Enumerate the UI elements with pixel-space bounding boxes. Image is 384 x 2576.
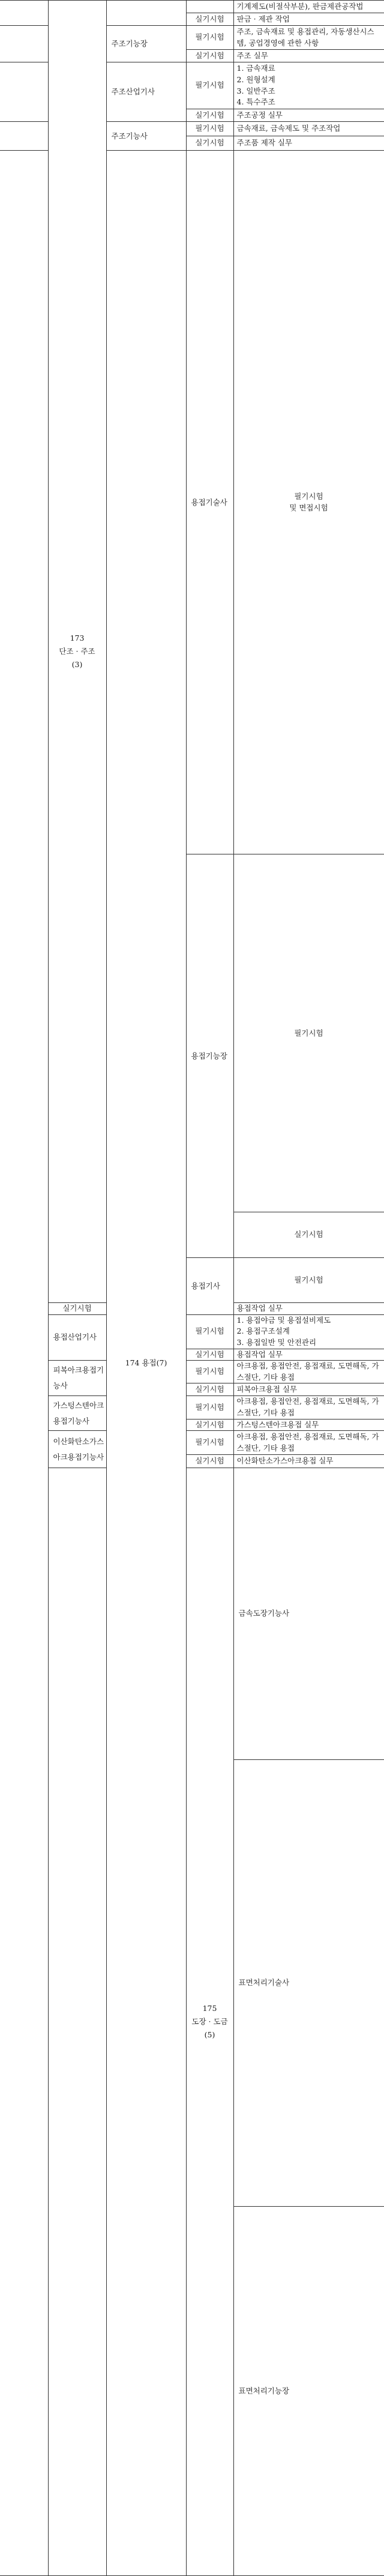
- prev-group-cell: [0, 1, 48, 26]
- spacer-cell: [0, 62, 48, 122]
- co2-practical-label: 실기시험: [186, 1455, 233, 1468]
- welding-industrial-written-label: 필기시험: [186, 1314, 233, 1349]
- item-casting-tech: 주조기능사: [106, 122, 186, 151]
- smaw-written-label: 필기시험: [186, 1361, 233, 1383]
- prev-written-content: 기계제도(비절삭부분), 판금제관공작법: [233, 1, 384, 13]
- casting-tech-practical-label: 실기시험: [186, 136, 233, 151]
- casting-industrial-written-label: 필기시험: [186, 62, 233, 109]
- welding-industrial-practical-content: 용접작업 실무: [233, 1349, 384, 1361]
- gtaw-written-label: 필기시험: [186, 1396, 233, 1419]
- gtaw-written-content: 아크용접, 용접안전, 용접재료, 도면해독, 가스절단, 기타 용접: [233, 1396, 384, 1419]
- item-welding-master: 용접기능장: [186, 854, 233, 1257]
- item-name-line: 용접기능사: [53, 1416, 89, 1426]
- item-welding-pe: 용접기술사: [186, 151, 233, 854]
- written-item: 1. 용접야금 및 용접설비제도: [236, 1315, 331, 1325]
- casting-craftsman-practical-content: 주조 실무: [233, 50, 384, 62]
- item-gtaw: [48, 1396, 106, 1431]
- category-175-count: (5): [204, 2030, 215, 2039]
- category-175-number: 175: [202, 2003, 217, 2013]
- item-name-line: 아크용접기능사: [53, 1452, 104, 1462]
- item-surface-master: 표면처리기능장: [233, 2207, 384, 2576]
- item-smaw: 피복아크용접기능사: [48, 1361, 106, 1396]
- casting-tech-written-content: 금속재료, 금속제도 및 주조작업: [233, 122, 384, 136]
- written-item: 1. 금속재료: [236, 64, 275, 73]
- casting-tech-practical-content: 주조품 제작 실무: [233, 136, 384, 151]
- welding-master-written-label: 필기시험: [233, 854, 384, 1212]
- smaw-written-content: 아크용접, 용접안전, 용접재료, 도면해독, 가스절단, 기타 용접: [233, 1361, 384, 1383]
- co2-practical-content: 이산화탄소가스아크용접 실무: [233, 1455, 384, 1468]
- welding-master-practical-label: 실기시험: [233, 1212, 384, 1257]
- spacer-cell: [0, 122, 48, 151]
- welding-engineer-written-label: 필기시험: [233, 1257, 384, 1302]
- category-175-cell: [186, 1468, 233, 2576]
- casting-industrial-practical-label: 실기시험: [186, 109, 233, 122]
- prev-empty-exam-cell: [186, 1, 233, 13]
- welding-pe-exam-label: [233, 151, 384, 854]
- prev-practical-label: 실기시험: [186, 13, 233, 26]
- spacer-cell: [0, 26, 48, 62]
- spacer-cell: [0, 151, 48, 2576]
- co2-written-label: 필기시험: [186, 1431, 233, 1455]
- co2-written-content: 아크용접, 용접안전, 용접재료, 도면해독, 가스절단, 기타 용접: [233, 1431, 384, 1455]
- welding-industrial-practical-label: 실기시험: [186, 1349, 233, 1361]
- category-173-name: 단조 · 주조: [59, 647, 95, 656]
- casting-industrial-practical-content: 주조공정 실무: [233, 109, 384, 122]
- casting-craftsman-written-content: 주조, 금속재료 및 용접관리, 자동생산시스템, 공업경영에 관한 사항: [233, 26, 384, 50]
- prev-practical-content: 판금 · 제관 작업: [233, 13, 384, 26]
- welding-engineer-practical-content: 용접작업 실무: [233, 1303, 384, 1315]
- written-item: 3. 일반주조: [236, 86, 275, 95]
- item-welding-industrial: 용접산업기사: [48, 1314, 106, 1360]
- item-coating-tech: 금속도장기능사: [233, 1468, 384, 1759]
- written-item: 2. 용접구조설계: [236, 1326, 290, 1336]
- item-name-line: 가스텅스텐아크: [53, 1400, 104, 1410]
- welding-engineer-practical-label: 실기시험: [48, 1303, 106, 1315]
- smaw-practical-label: 실기시험: [186, 1383, 233, 1396]
- written-item: 2. 원형설계: [236, 74, 275, 84]
- casting-tech-written-label: 필기시험: [186, 122, 233, 136]
- gtaw-practical-label: 실기시험: [186, 1419, 233, 1431]
- category-175-name: 도장 · 도금: [191, 2016, 228, 2026]
- written-item: 4. 특수주조: [236, 97, 275, 107]
- category-173-cell: [48, 1, 106, 1303]
- casting-craftsman-practical-label: 실기시험: [186, 50, 233, 62]
- prev-item-cell: [106, 1, 186, 26]
- exam-label-line: 필기시험: [294, 492, 323, 501]
- casting-industrial-written-content: [233, 62, 384, 109]
- item-co2: [48, 1431, 106, 1468]
- smaw-practical-content: 피복아크용접 실무: [233, 1383, 384, 1396]
- category-173-number: 173: [70, 633, 85, 643]
- item-casting-industrial: 주조산업기사: [106, 62, 186, 122]
- casting-craftsman-written-label: 필기시험: [186, 26, 233, 50]
- item-surface-pe: 표면처리기술사: [233, 1759, 384, 2207]
- item-casting-craftsman: 주조기능장: [106, 26, 186, 62]
- written-item: 3. 용접일반 및 안전관리: [236, 1337, 317, 1347]
- spacer-cell: [48, 1468, 106, 2576]
- welding-industrial-written-content: [233, 1314, 384, 1349]
- category-174-cell: 174 용접(7): [106, 151, 186, 2576]
- category-173-count: (3): [71, 660, 83, 670]
- exam-label-line: 및 면접시험: [289, 503, 328, 512]
- item-welding-engineer: 용접기사: [186, 1257, 233, 1314]
- gtaw-practical-content: 가스텅스텐아크용접 실무: [233, 1419, 384, 1431]
- item-name-line: 이산화탄소가스: [53, 1436, 104, 1446]
